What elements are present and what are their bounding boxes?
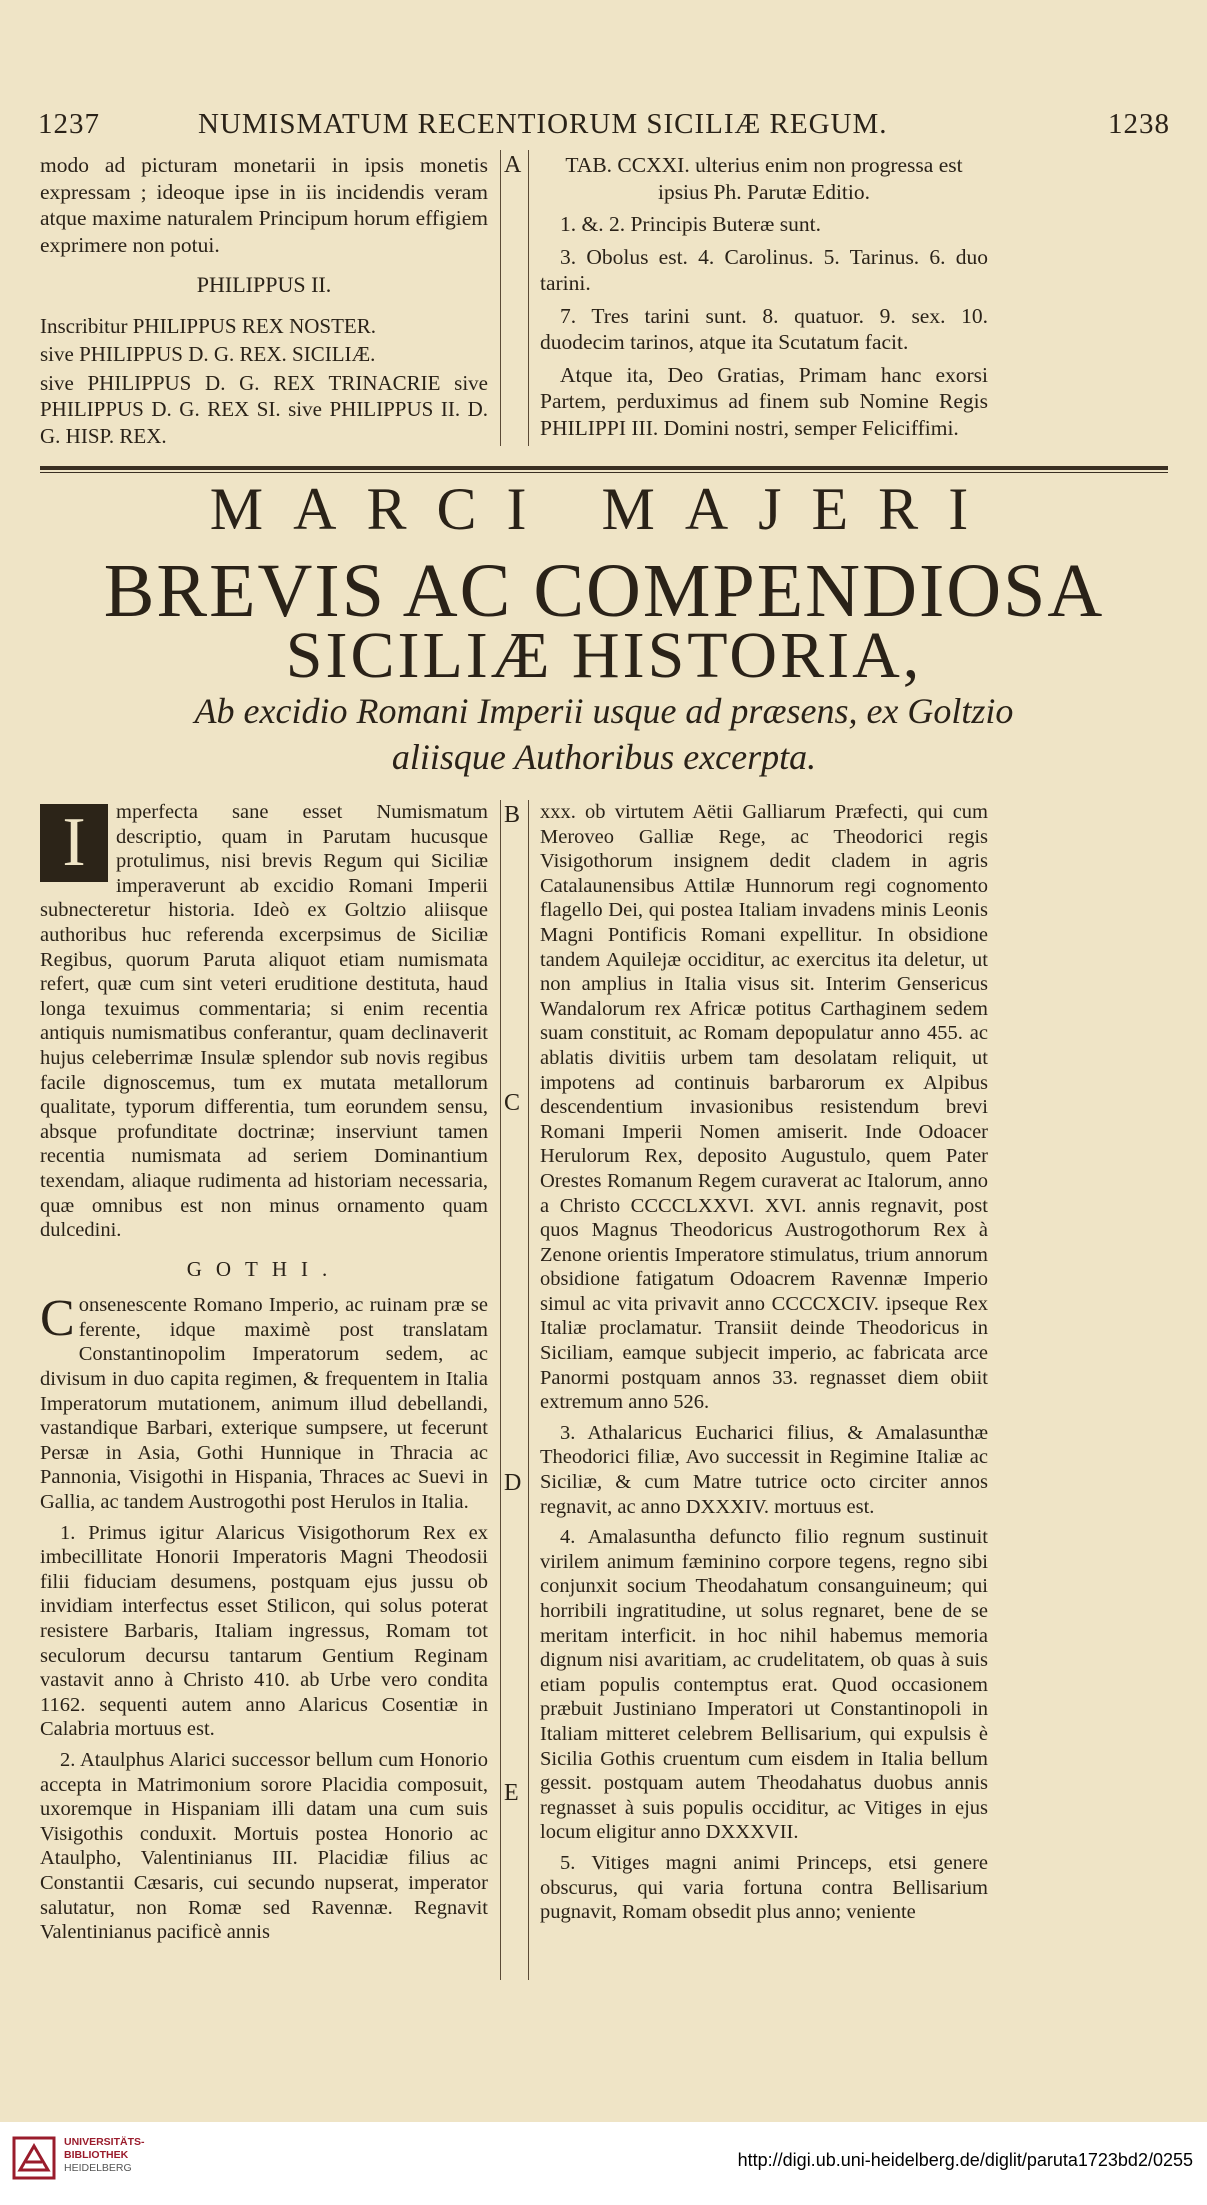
title-rule-thin: [40, 472, 1168, 473]
gothi-paragraph-1-text: onsenescente Romano Imperio, ac ruinam præ se ferente, idque maximè post translatam Constantinopolim Imperatorum sedem, ac divisum in duo capita regimen, & frequentem in Italia Imperatorum mutationem, animum illud debellandi, vastandique Barbari, exterique sumpsere, ut fecerunt Persæ in Asia, Gothi Hunnique in Thracia ac Pannonia, Visigothi in Hispania, Thraces ac Suevi in Gallia, ac tandem Austrogothi post Herulos in Italia.: [40, 1294, 488, 1514]
library-name-line1: UNIVERSITÄTS-: [64, 2136, 145, 2148]
title-subject: SICILIÆ HISTORIA,: [285, 619, 923, 692]
inscription-2: sive PHILIPPUS D. G. REX. SICILIÆ.: [40, 342, 376, 366]
title-main: BREVIS AC COMPENDIOSA: [103, 549, 1105, 633]
top-column-divider-right: [528, 150, 529, 446]
page-number-left: 1237: [38, 108, 100, 140]
left-main-column: [40, 800, 488, 1951]
right-paragraph-4: 5. Vitiges magni animi Princeps, etsi genere obscurus, qui varia fortuna contra Bellisarium pugnavit, Romam obsedit plus anno; veniente: [540, 1851, 988, 1924]
tab-item-3: 7. Tres tarini sunt. 8. quatuor. 9. sex. 10. duodecim tarinos, atque ita Scutatum facit.: [540, 303, 988, 354]
tab-item-2: 3. Obolus est. 4. Carolinus. 5. Tarinus. 6. duo tarini.: [540, 244, 988, 295]
title-subtitle-line2: aliisque Authoribus excerpta.: [391, 737, 817, 777]
margin-letter-e: E: [504, 1780, 519, 1806]
main-column-divider-left: [500, 800, 501, 1980]
gothi-paragraph-2: 1. Primus igitur Alaricus Visigothorum Rex ex imbecillitate Honorii Imperatoris Magni Theodosii filii fiduciam desumens, postquam ejus jussu ob invidiam interfectus esset Stilicon, qui solus poterat resistere Barbaris, Italiam ingressus, Romam tot seculorum decursu tantarum Gentium Reginam vastavit anno à Christo 410. ab Urbe vero condita 1162. sequenti autem anno Alaricus Cosentiæ in Calabria mortuus est.: [40, 1521, 488, 1741]
margin-letter-b: B: [504, 802, 521, 828]
gothi-paragraph-3: 2. Ataulphus Alarici successor bellum cum Honorio accepta in Matrimonium sorore Placidia composuit, uxoremque in Hispaniam illi datam una cum suis Visigothis conduxit. Mortuis postea Honorio ac Ataulpho, Valentinianus III. Placidiæ filius ac Constantii Cæsaris, cui secundo nupserat, imperator salutatur, non Romæ sed Ravennæ. Regnavit Valentinianus pacificè annis: [40, 1748, 488, 1944]
tab-line: TAB. CCXXI. ulterius enim non progressa est ipsius Ph. Parutæ Editio.: [565, 153, 963, 204]
top-column-divider-left: [500, 150, 501, 446]
intro-text: mperfecta sane esset Numismatum descriptio, quam in Parutam hucusque protulimus, nisi brevis Regum qui Siciliæ imperaverunt ab excidio Romani Imperii subnecteretur historia. Ideò ex Goltzio aliisque authoribus huc referenda excerpsimus de Siciliæ Regibus, quorum Paruta aliquot etiam numismata refert, quæ cum sint veteri eruditione destituta, haud longa texuimus commentaria; si enim recentia antiquis numismatibus conferantur, quam declinaverit hujus celeberrimæ Insulæ splendor sub novis regibus facile dignoscemus, tum ex mutata metallorum qualitate, typorum differentia, tum eorundem sensu, absque profunditate doctrinæ; inserviunt tamen recentia numismata ad seriem Dominantium texendam, aliaque rudimenta ad historiam necessaria, quæ omnibus est non minus ornamento quam dulcedini.: [40, 801, 488, 1242]
page-number-right: 1238: [1108, 108, 1170, 140]
main-column-divider-right: [528, 800, 529, 1980]
dropcap-initial: I: [40, 804, 108, 882]
intro-paragraph: [40, 800, 488, 1243]
title-subtitle-line1: Ab excidio Romani Imperii usque ad præsens, ex Goltzio: [194, 691, 1014, 731]
section-heading-gothi: GOTHI.: [186, 1256, 342, 1281]
right-paragraph-2: 3. Athalaricus Eucharici filius, & Amalasunthæ Theodorici filiæ, Avo successit in Regimine Italiæ ac Siciliæ, & cum Matre tutrice octo circiter annos regnavit, ac anno DXXXIV. mortuus est.: [540, 1421, 988, 1518]
library-name-line2: BIBLIOTHEK: [64, 2149, 129, 2161]
source-url-link[interactable]: http://digi.ub.uni-heidelberg.de/diglit/paruta1723bd2/0255: [737, 2150, 1193, 2170]
library-name-line3: HEIDELBERG: [64, 2162, 132, 2174]
title-rule-thick: [40, 466, 1168, 470]
margin-letter-d: D: [504, 1470, 522, 1496]
library-name: [64, 2136, 145, 2175]
inscription-1: Inscribitur PHILIPPUS REX NOSTER.: [40, 313, 377, 338]
tab-closing: Atque ita, Deo Gratias, Primam hanc exorsi Partem, perduximus ad finem sub Nomine Regis PHILIPPI III. Domini nostri, semper Feliciffimi.: [540, 362, 988, 440]
title-author: MARCI MAJERI: [209, 476, 999, 542]
initial-c: C: [40, 1290, 75, 1348]
running-title: NUMISMATUM RECENTIORUM SICILIÆ REGUM.: [198, 108, 888, 140]
inscription-3: sive PHILIPPUS D. G. REX TRINACRIE sive PHILIPPUS D. G. REX SI. sive PHILIPPUS II. D. G. HISP. REX.: [40, 370, 488, 448]
title-subtitle: [40, 688, 1168, 780]
top-right-column: [540, 152, 988, 447]
gothi-paragraph-1: [40, 1290, 488, 1514]
top-left-intro: modo ad picturam monetarii in ipsis monetis expressam ; ideoque ipse in iis incidendis veram atque maxime naturalem Principum horum effigiem exprimere non potui.: [40, 153, 488, 257]
tab-item-1: 1. &. 2. Principis Buteræ sunt.: [560, 212, 821, 236]
philippus-heading: PHILIPPUS II.: [196, 272, 332, 297]
library-logo-icon: [12, 2136, 56, 2180]
margin-letter-c: C: [504, 1090, 521, 1116]
right-paragraph-1: xxx. ob virtutem Aëtii Galliarum Præfecti, qui cum Meroveo Galliæ Rege, ac Theodorici regis Visigothorum insignem dedit cladem in agris Catalaunensibus Attilæ Hunnorum regi cognomento flagello Dei, qui postea Italiam invadens minis Leonis Magni Pontificis Romani expellitur. In obsidione tandem Aquilejæ occiditur, ac exercitus ita deletur, ut non amplius in Italia visus sit. Interim Gensericus Wandalorum rex Africæ potitus Carthaginem sedem suam constituit, ac Romam depopulatur anno 455. ac ablatis divitiis urbem tam desolatam reliquit, ut impotens ad continuis barbarorum ex Alpibus descendentium invasionibus resistendum brevi Romani Imperii Nomen amiserit. Inde Odoacer Herulorum Rex, deposito Augustulo, quem Pater Orestes Romanum Regem curaverat ac Italorum, anno a Christo CCCCLXXVI. XVI. annis regnavit, post quos Magnus Theodoricus Austrogothorum Rex à Zenone orientis Imperatore stimulatus, trium annorum obsidione fatigatum Odoacrem Ravennæ Imperio simul ac vita privavit anno CCCCXCIV. ipseque Rex Italiæ proclamatur. Transiit deinde Theodoricus in Siciliam, eamque subjecit imperio, ac fabricata arce Panormi postquam annos 33. regnasset diem obiit extremum anno 526.: [540, 801, 988, 1414]
right-main-column: [540, 800, 988, 1931]
margin-letter-a: A: [504, 152, 522, 178]
right-paragraph-3: 4. Amalasuntha defuncto filio regnum sustinuit virilem animum fæminino corpore tegens, regno sibi conjunxit socium Theodahatum consanguineum; qui horribili ingratitudine, ut solus regnaret, bene de se meritam interficit. in hoc nihil habemus memoria dignum nisi avaritiam, ac crudelitatem, ob quas à suis etiam populis contemptus erat. Quod occasionem præbuit Justiniano Imperatori ut Constantinopoli in Italiam mitteret celebrem Bellisarium, qui expulsis è Sicilia Gothis cruentum cum eisdem in Italia bellum gessit. postquam autem Theodahatus duobus annis regnasset à suis populis occiditur, ac Vitiges in ejus locum eligitur anno DXXXVII.: [540, 1526, 988, 1844]
top-left-column: [40, 152, 488, 455]
